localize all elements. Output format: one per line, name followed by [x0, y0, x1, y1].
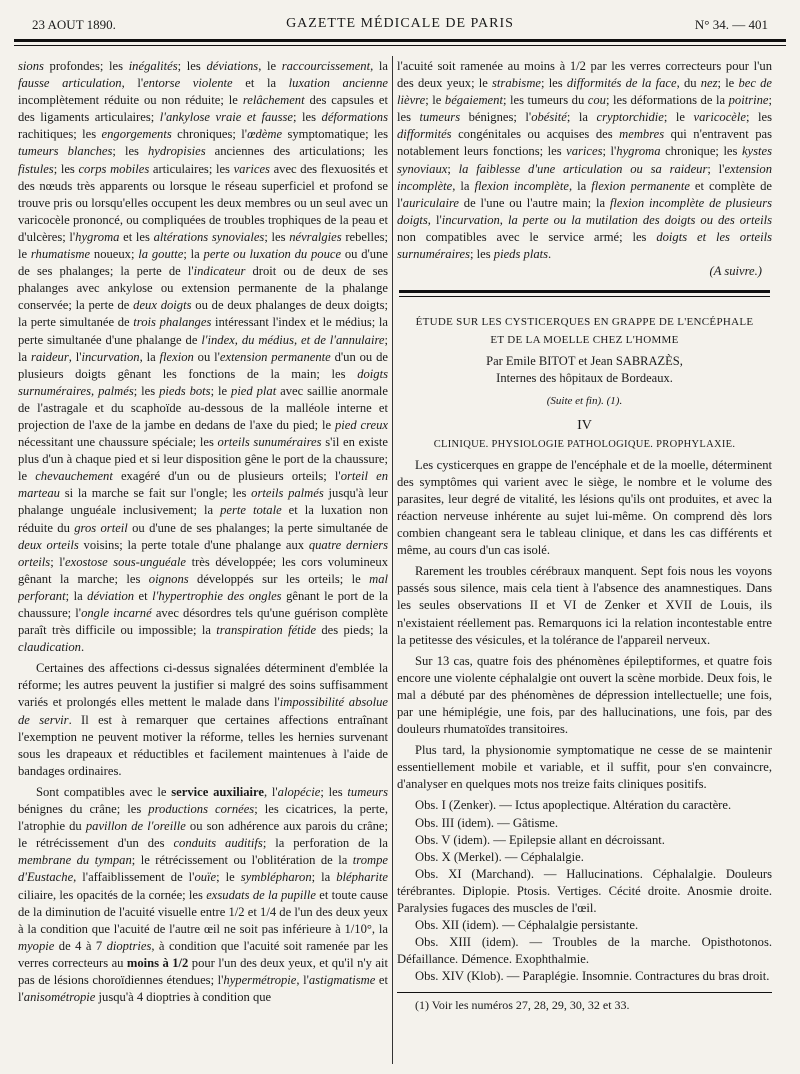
observation-item: Obs. V (idem). — Epilepsie allant en décroissant. [415, 832, 665, 847]
article-separator-thick [399, 290, 770, 293]
footnote: (1) Voir les numéros 27, 28, 29, 30, 32 et 33. [415, 997, 630, 1012]
header-journal-title: GAZETTE MÉDICALE DE PARIS [286, 16, 514, 31]
observation-item: Obs. X (Merkel). — Céphalalgie. [415, 849, 584, 864]
to-be-continued: (A suivre.) [709, 264, 762, 279]
observation-item: Obs. XIV (Klob). — Paraplégie. Insomnie. Contractures du bras droit. [415, 969, 770, 984]
header-rule-thick [14, 39, 786, 42]
header-date: 23 AOUT 1890. [32, 17, 116, 32]
section-title: CLINIQUE. PHYSIOLOGIE PATHOLOGIQUE. PROPHYLAXIE. [433, 438, 736, 450]
left-paragraph-3: Sont compatibles avec le service auxiliaire, l'alopécie; les tumeurs bénignes du crâne; les productions cornées; les cicatrices, la perte, l'atrophie du pavillon de l'oreille ou son adhérence aux parois du crâne; le rétrécissement d'un des conduits auditifs; la perforation de la membrane du tympan; le rétrécissement ou l'oblitération de la trompe d'Eustache, l'affaiblissement de l'ouïe; le symblépharon; la blépharite ciliaire, les opacités de la cornée; les exsudats de la pupille et toute cause de la diminution de l'acuité visuelle entre 1/2 et 1/4 de l'un des deux yeux à la condition que l'acuité de l'autre œil ne soit pas inférieure à 1/10°, la myopie de 4 à 7 dioptries, à condition que l'acuité soit ramenée par les verres correcteurs au moins à 1/2 pour l'un des deux yeux, et qu'il n'y ait pas de lésions choroïdiennes étendues; l'hypermétropie, l'astigmatisme et l'anisométropie jusqu'à 4 dioptries à condition que [18, 784, 388, 1005]
section-number: IV [577, 417, 592, 433]
header-rule-thin [14, 45, 786, 46]
article-paragraph-3: Sur 13 cas, quatre fois des phénomènes épileptiformes, et quatre fois encore une violente céphalalgie ont ouvert la scène morbide. Deux fois, le mal a débuté par des phénomènes de dépression intellectuelle; une fois, par une hémiplégie, une fois, par des hallucinations, une fois, par des douleurs rhumatoïdes transitoires. [397, 653, 772, 737]
article-title-line-2: ET DE LA MOELLE CHEZ L'HOMME [490, 334, 679, 347]
running-header [18, 14, 782, 36]
article-title-line-1: ÉTUDE SUR LES CYSTICERQUES EN GRAPPE DE L'ENCÉPHALE [415, 316, 754, 329]
left-paragraph-1: sions profondes; les inégalités; les déviations, le raccourcissement, la fausse articulation, l'entorse violente et la luxation ancienne incomplètement réduite ou non réduite; le relâchement des capsules et des ligaments articulaires; l'ankylose vraie et fausse; les déformations rachitiques; les engorgements chroniques; l'œdème symptomatique; les tumeurs blanches; les hydropisies anciennes des articulations; les fistules; les corps mobiles articulaires; les varices avec des flexuosités et des nœuds très apparents ou lorsque le réseau superficiel et profond se trouve pris ou lorsqu'elles occupent les deux membres ou un seul avec un varicocèle prononcé, ou compliquées de troubles trophiques de la peau et d'ulcères; l'hygroma et les altérations synoviales; les névralgies rebelles; le rhumatisme noueux; la goutte; la perte ou luxation du pouce ou d'une de ses phalanges; la perte de l'indicateur droit ou de deux de ses phalanges avec ankylose ou extension permanente de la phalange conservée; la perte de deux doigts ou de deux phalanges de deux doigts; la perte simultanée de trois phalanges intéressant l'index et le médius; la perte simultanée d'une phalange de l'index, du médius, et de l'annulaire; la raideur, l'incurvation, la flexion ou l'extension permanente d'un ou de plusieurs doigts gênant les fonctions de la main; les doigts surnuméraires, palmés; les pieds bots; le pied plat avec saillie anormale de l'astragale et du scaphoïde au-dessous de la malléole interne et projection de l'axe de la jambe en dedans de l'axe du pied; le pied creux nécessitant une chaussure spéciale; les orteils sunuméraires s'il en existe plus d'un à chaque pied et si leur disposition gêne le port de la chaussure; le chevauchement exagéré d'un ou de plusieurs orteils; l'orteil en marteau si la marche se fait sur l'ongle; les orteils palmés jusqu'à leur phalange unguéale inclusivement; la perte totale et la luxation non réduite du gros orteil ou d'une de ses phalanges; la perte simultanée de deux orteils voisins; la perte totale d'une phalange aux quatre derniers orteils; l'exostose sous-unguéale très développée; les cors volumineux gênant la marche; les oignons développés sur les orteils; le mal perforant; la déviation et l'hypertrophie des ongles gênant le port de la chaussure; l'ongle incarné avec désordres tels qu'une guérison complète paraît très difficile ou impossible; la transpiration fétide des pieds; la claudication. [18, 59, 388, 655]
left-paragraph-2: Certaines des affections ci-dessus signalées déterminent d'emblée la réforme; les autres peuvent la justifier si malgré des soins suffisamment variés et prolongés elles mettent le malade dans l'impossibilité absolue de servir. Il est à remarquer que certaines affections entraînant l'exemption ne peuvent motiver la réforme, telles les hernies survenant sous les drapeaux et réductibles et facilement maintenues à l'aide de bandages ordinaires. [18, 661, 388, 778]
observation-item: Obs. III (idem). — Gâtisme. [415, 815, 559, 830]
left-column [18, 58, 388, 1063]
observation-item: Obs. XII (idem). — Céphalalgie persistante. [415, 918, 639, 933]
footnote-rule [397, 992, 772, 993]
observation-item: Obs. XI (Marchand). — Hallucinations. Céphalalgie. Douleurs térébrantes. Diplopie. Ptosis. Vertiges. Cécité droite. Anosmie droite. Paralysies fugaces des muscles de l'œil. [397, 866, 772, 916]
article-title [397, 313, 772, 349]
article-authors: Par Emile BITOT et Jean SABRAZÈS, [486, 354, 683, 369]
observation-item: Obs. XIII (idem). — Troubles de la marche. Opisthotonos. Défaillance. Démence. Exophthalmie. [397, 935, 772, 967]
column-divider [392, 56, 393, 1064]
article-affiliation: Internes des hôpitaux de Bordeaux. [496, 371, 673, 386]
article-paragraph-2: Rarement les troubles cérébraux manquent. Sept fois nous les voyons passés sous silence, mais cela tient à l'absence des anamnestiques. Dans les seules observations II et VI de Zenker et XVII de Louis, ils n'existaient réellement pas. Remarquons ici la relation incontestable entre la petitesse des vésicules, et la tolérance de l'appareil nerveux. [397, 564, 772, 647]
article-separator-thin [399, 296, 770, 297]
right-column [397, 58, 772, 1068]
article-continuation-note: (Suite et fin). (1). [546, 395, 623, 408]
article-paragraph-4: Plus tard, la physionomie symptomatique ne cesse de se maintenir essentiellement mobile et variable, et il suffit, pour s'en convaincre, d'analyser en quelques mots nos treize faits cliniques positifs. [397, 743, 772, 792]
article-paragraph-1: Les cysticerques en grappe de l'encéphale et de la moelle, déterminent des symptômes qui varient avec le siège, le nombre et le volume des parasites, leur degré de vitalité, les lésions qu'ils ont produites, et avec la réaction nerveuse inhérente au sujet lui-même. On comprend dès lors combien changeant sera le tableau clinique, et dans les cas différents et même, au cours d'un cas isolé. [397, 457, 772, 558]
observation-item: Obs. I (Zenker). — Ictus apoplectique. Altération du caractère. [415, 798, 732, 813]
header-page-number: N° 34. — 401 [694, 17, 768, 32]
right-paragraph-1: l'acuité soit ramenée au moins à 1/2 par les verres correcteurs pour l'un des deux yeux; le strabisme; les difformités de la face, du nez; le bec de lièvre; le bégaiement; les tumeurs du cou; les déformations de la poitrine; les tumeurs bénignes; l'obésité; la cryptorchidie; le varicocèle; les difformités congénitales ou acquises des membres qui n'entravent pas notablement leurs fonctions; les varices; l'hygroma chronique; les kystes synoviaux; la faiblesse d'une articulation ou sa raideur; l'extension incomplète, la flexion incomplète, la flexion permanente et complète de l'auriculaire de l'une ou l'autre main; la flexion incomplète de plusieurs doigts, l'incurvation, la perte ou la mutilation des doigts ou des orteils non compatibles avec le service armé; les doigts et les orteils surnuméraires; les pieds plats. [397, 59, 772, 262]
